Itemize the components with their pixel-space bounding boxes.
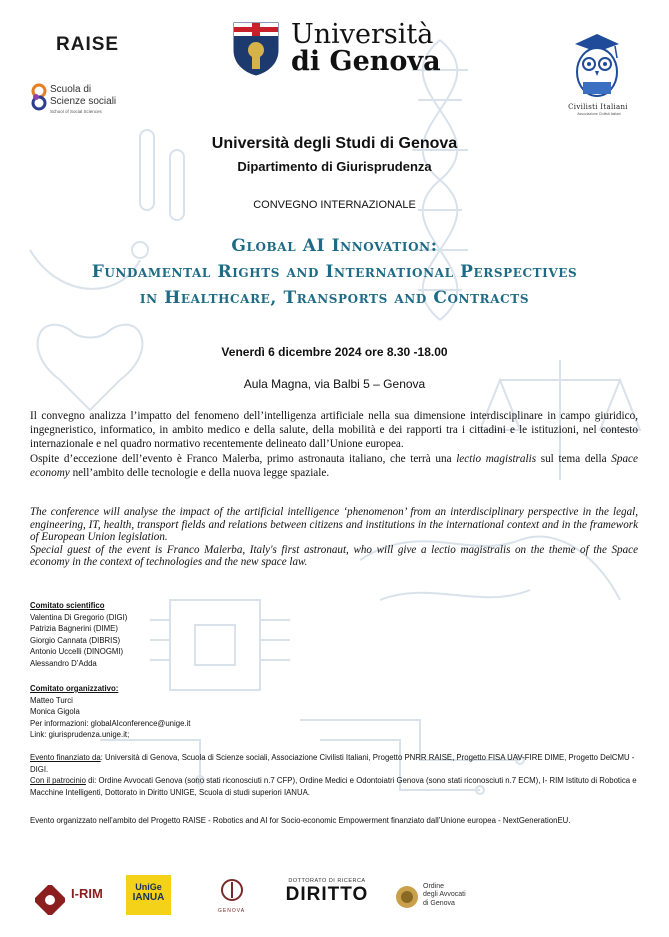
committee-member: Giorgio Cannata (DIBRIS) — [30, 635, 121, 645]
diritto-small-text: DOTTORATO DI RICERCA — [288, 878, 366, 884]
organizing-committee — [30, 683, 330, 741]
italian-paragraph-1: Il convegno analizza l’impatto del fenomeno dell’intelligenza artificiale nella sua dimensione interdisciplinare in campo giuridico, ingegneristico, informatico, in ambito medico e della salute, della mobilità e dei rapporti tra i cittadini e le istituzioni, nel contesto internazionale e nel quadro normativo recentemente delineato dall’Unione europea. — [30, 410, 638, 451]
english-description — [30, 506, 638, 569]
patronage-text — [30, 775, 640, 798]
english-paragraph-2: Special guest of the event is Franco Malerba, Italy's first astronaut, who will give a lectio magistralis on the theme of the Space economy in the context of technologies and the new space law. — [30, 543, 638, 569]
unige-crest-icon — [231, 20, 281, 76]
committee-member: Monica Gigola — [30, 707, 80, 717]
irim-emblem-icon — [35, 885, 65, 915]
scientific-committee-heading: Comitato scientifico — [30, 601, 105, 610]
civilisti-italiani-logo — [555, 26, 639, 116]
title-line-3: in Healthcare, Transports and Contracts — [139, 288, 530, 308]
title-line-1: Global AI Innovation: — [231, 236, 438, 256]
ordine-avvocati-logo — [395, 883, 495, 913]
ianua-line2: IANUA — [132, 892, 165, 903]
civilisti-subtitle: Associazione Civilisti Italiani — [577, 112, 621, 116]
diritto-text: DIRITTO — [285, 884, 369, 905]
italian-p2-a: Ospite d’eccezione dell’evento è Franco Malerba, primo astronauta italiano, che terrà una — [30, 452, 457, 465]
ordine-medici-logo — [212, 870, 252, 920]
patronage-label: Con il patrocinio — [30, 776, 86, 786]
title-line-2: Fundamental Rights and International Perspectives — [91, 262, 578, 282]
funding-text — [30, 752, 640, 775]
italian-p2-d: Space economy — [30, 452, 638, 479]
committee-member: Patrizia Bagnerini (DIME) — [30, 624, 118, 634]
patronage-body: di: Ordine Avvocati Genova (sono stati riconosciuti n.7 CFP), Ordine Medici e Odontoiatri Genova (sono stati riconosciuti n.7 ECM), I- RIM Istituto di Robotica e Macchine Intelligenti, Dottorato in Diritto UNIGE, Scuola di studi superiori IANUA. — [30, 776, 637, 797]
university-name: Università degli Studi di Genova — [211, 135, 458, 152]
unige-logo — [231, 20, 443, 80]
scuola-emblem-icon — [30, 83, 48, 113]
funding-body: : Università di Genova, Scuola di Scienze sociali, Associazione Civilisti Italiani, Progetto PNRR RAISE, Progetto FISA UAV-FIRE DIME, Progetto DelCMU -DIGI. — [30, 753, 635, 774]
avvocati-line1: Ordine — [423, 883, 445, 890]
department-name: Dipartimento di Giurisprudenza — [237, 159, 432, 174]
italian-description — [30, 409, 638, 480]
medical-emblem-icon — [220, 878, 244, 902]
event-date: Venerdì 6 dicembre 2024 ore 8.30 -18.00 — [221, 345, 448, 359]
owl-icon — [555, 26, 639, 102]
committee-member: Matteo Turci — [30, 695, 73, 705]
website-link[interactable]: Link: giurisprudenza.unige.it; — [30, 730, 130, 740]
funding-label: Evento finanziato da — [30, 753, 101, 762]
unige-name-line1: Università — [291, 19, 434, 50]
event-location: Aula Magna, via Balbi 5 – Genova — [243, 377, 426, 391]
ianua-logo — [126, 875, 171, 915]
scientific-committee — [30, 600, 290, 670]
conference-title — [20, 233, 649, 311]
avvocati-seal-icon — [395, 885, 419, 909]
scuola-line1: Scuola di — [50, 84, 92, 95]
raise-logo — [56, 34, 119, 56]
avvocati-line2: degli Avvocati — [423, 891, 466, 899]
italian-p2-c: sul tema della — [536, 452, 612, 465]
ordmed-text: GENOVA — [218, 908, 246, 914]
organizing-committee-heading: Comitato organizzativo: — [30, 684, 119, 693]
italian-p2-b: lectio magistralis — [456, 452, 537, 465]
event-type: CONVEGNO INTERNAZIONALE — [253, 199, 416, 211]
scuola-line2: Scienze sociali — [50, 96, 117, 107]
scuola-subtitle: School of Social Sciences — [50, 109, 102, 114]
irim-text: I-RIM — [71, 886, 103, 901]
funding-and-patronage — [30, 752, 640, 798]
committee-member: Valentina Di Gregorio (DIGI) — [30, 612, 128, 622]
contact-email[interactable]: Per informazioni: globalAIconference@unige.it — [30, 718, 191, 728]
committee-member: Alessandro D’Adda — [30, 658, 97, 668]
ianua-line1: UniGe — [135, 882, 162, 892]
italian-paragraph-2 — [30, 452, 638, 480]
unige-name-line2: di Genova — [291, 46, 441, 77]
avvocati-line3: di Genova — [423, 899, 455, 907]
dottorato-diritto-logo — [282, 878, 372, 906]
scuola-scienze-sociali-logo — [30, 83, 140, 123]
committee-member: Antonio Uccelli (DINOGMI) — [30, 647, 124, 657]
english-paragraph-1: The conference will analyse the impact of the artificial intelligence ‘phenomenon’ from an interdisciplinary perspective in the legal, engineering, IT, health, transport fields and relations between citizens and institutions in the international context and in the framework of European Union legislation. — [30, 506, 638, 544]
italian-p2-e: nell’ambito delle tecnologie e della nuova legge spaziale. — [69, 466, 330, 479]
civilisti-name: Civilisti Italiani — [568, 103, 628, 111]
project-note: Evento organizzato nell’ambito del Progetto RAISE - Robotics and AI for Socio-economic Empowerment finanziato dall’Unione europea - NextGenerationEU. — [30, 816, 571, 825]
irim-logo — [35, 870, 115, 920]
raise-logo-text: RAISE — [56, 34, 120, 55]
